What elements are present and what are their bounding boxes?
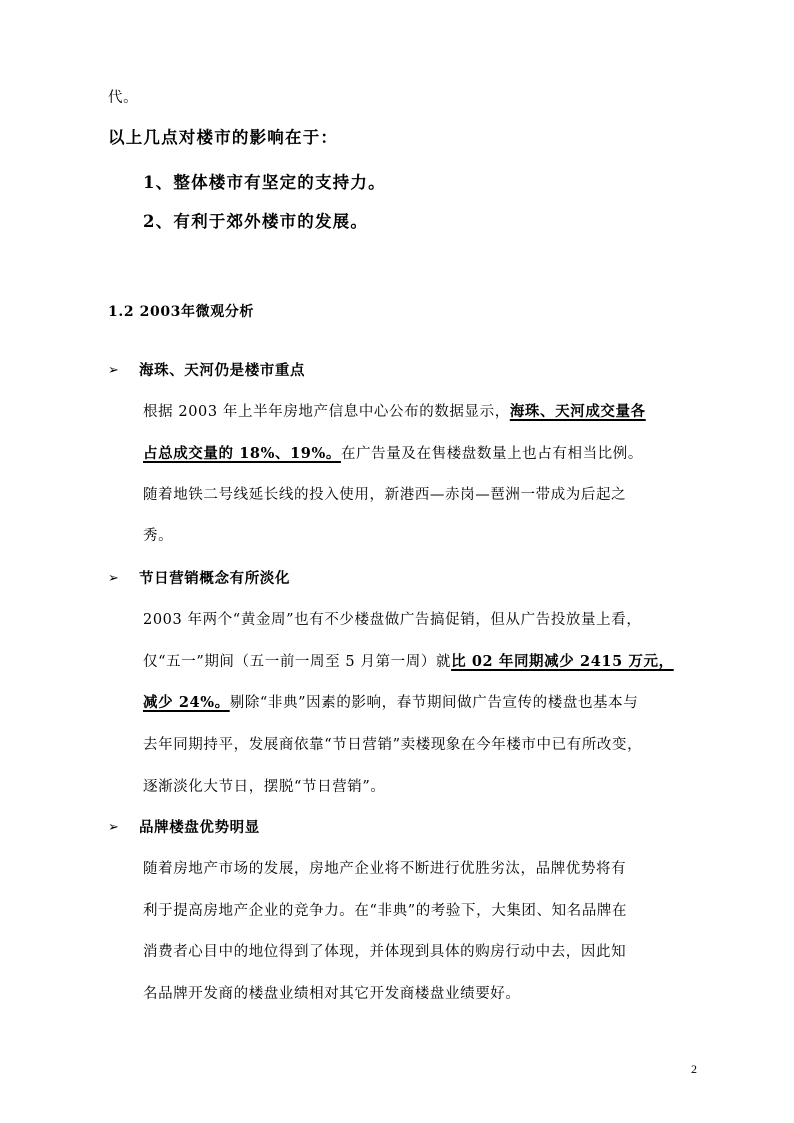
continuation-text: 代。 xyxy=(108,90,139,106)
body-text: 随着房地产市场的发展，房地产企业将不断进行优胜劣汰，品牌优势将有 xyxy=(143,861,627,877)
body-text: 2003 年两个“黄金周”也有不少楼盘做广告搞促销，但从广告投放量上看， xyxy=(143,612,642,628)
body-text-line xyxy=(143,901,627,921)
body-text-line xyxy=(143,735,642,755)
body-text: 消费者心目中的地位得到了体现，并体现到具体的购房行动中去，因此知 xyxy=(143,944,627,960)
arrow-bullet-icon: ➢ xyxy=(108,571,119,586)
body-text-line xyxy=(143,942,626,962)
body-text: 逐渐淡化大节日，摆脱“节日营销”。 xyxy=(143,779,386,795)
body-text-line xyxy=(143,485,626,505)
body-text: 剔除“非典”因素的影响，春节期间做广告宣传的楼盘也基本与 xyxy=(229,695,639,711)
body-text: 仅“五一”期间（五一前一周至 5 月第一周）就 xyxy=(143,654,452,670)
body-text-line xyxy=(143,526,173,546)
emphasized-text: 海珠、天河成交量各 xyxy=(509,403,646,420)
body-text-line xyxy=(143,693,638,713)
bullet-title: 品牌楼盘优势明显 xyxy=(139,819,260,836)
page-number: 2 xyxy=(691,1062,697,1076)
impact-heading: 以上几点对楼市的影响在于： xyxy=(108,128,339,147)
section-title: 1.2 2003年微观分析 xyxy=(108,304,254,320)
bullet-title: 海珠、天河仍是楼市重点 xyxy=(139,362,306,379)
body-text-line xyxy=(143,777,386,797)
body-text-line xyxy=(143,652,674,672)
body-text: 随着地铁二号线延长线的投入使用，新港西—赤岗—琶洲一带成为后起之 xyxy=(143,487,627,503)
body-text-line xyxy=(143,859,626,879)
body-text: 秀。 xyxy=(143,528,174,544)
body-text: 利于提高房地产企业的竞争力。在“非典”的考验下，大集团、知名品牌在 xyxy=(143,903,628,919)
body-text-line xyxy=(143,444,643,464)
body-text-line xyxy=(143,984,521,1004)
body-text-line xyxy=(143,402,646,422)
impact-item-2: 2、有利于郊外楼市的发展。 xyxy=(143,212,369,231)
impact-item-1: 1、整体楼市有坚定的支持力。 xyxy=(143,173,386,192)
bullet-title: 节日营销概念有所淡化 xyxy=(139,570,290,587)
arrow-bullet-icon: ➢ xyxy=(108,363,119,378)
emphasized-text: 减少 24%。 xyxy=(143,694,230,711)
arrow-bullet-icon: ➢ xyxy=(108,820,119,835)
body-text: 名品牌开发商的楼盘业绩相对其它开发商楼盘业绩要好。 xyxy=(143,986,521,1002)
body-text: 在广告量及在售楼盘数量上也占有相当比例。 xyxy=(340,446,643,462)
body-text: 根据 2003 年上半年房地产信息中心公布的数据显示， xyxy=(143,404,510,420)
emphasized-text: 占总成交量的 18%、19%。 xyxy=(143,445,341,462)
body-text: 去年同期持平，发展商依靠“节日营销”卖楼现象在今年楼市中已有所改变， xyxy=(143,737,643,753)
body-text-line xyxy=(143,610,641,630)
emphasized-text: 比 02 年同期减少 2415 万元， xyxy=(451,653,674,670)
